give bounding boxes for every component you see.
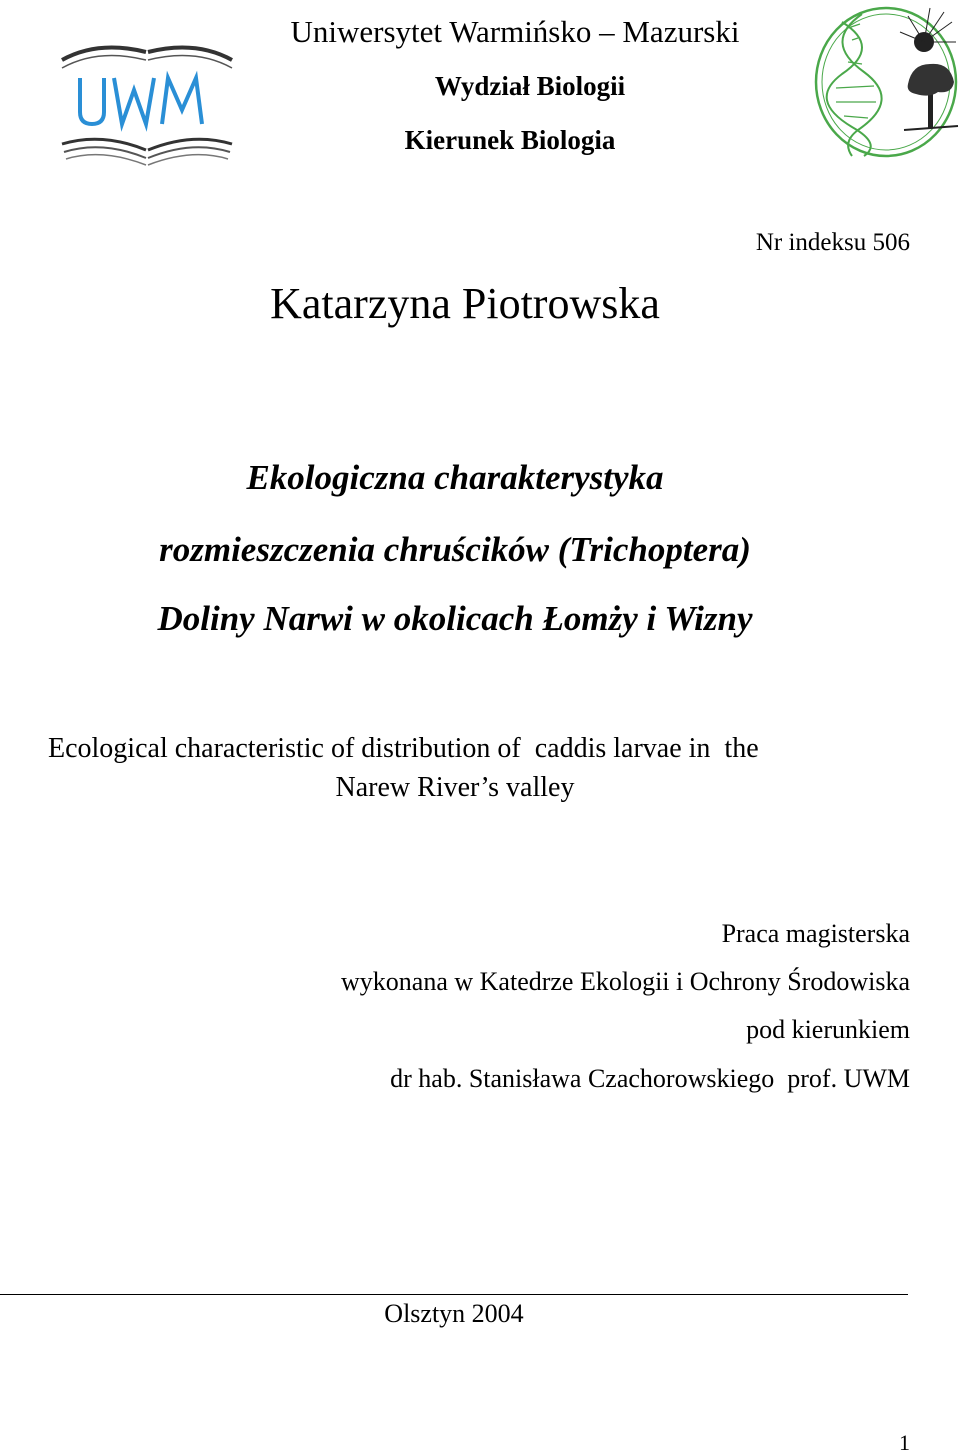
university-name: Uniwersytet Warmińsko – Mazurski [290,14,740,49]
index-number: Nr indeksu 506 [755,229,910,256]
thesis-department: wykonana w Katedrze Ekologii i Ochrony Środowiska [341,967,910,996]
thesis-title-pl-line: Ekologiczna charakterystyka [246,458,664,497]
footer-divider [0,1294,908,1295]
thesis-supervisor: dr hab. Stanisława Czachorowskiego prof. UWM [390,1064,910,1093]
thesis-title-en-line: Narew River’s valley [335,772,575,803]
page-number: 1 [899,1430,910,1455]
thesis-title-pl-line: rozmieszczenia chruścików (Trichoptera) [159,530,751,569]
thesis-supervision-label: pod kierunkiem [746,1015,910,1044]
author-name: Katarzyna Piotrowska [270,279,660,328]
uwm-logo [58,38,236,166]
thesis-title-pl-line: Doliny Narwi w okolicach Łomży i Wizny [157,599,753,638]
thesis-title-en-line: Ecological characteristic of distribution of caddis larvae in the [48,733,759,764]
thesis-type: Praca magisterska [721,919,910,948]
place-and-year: Olsztyn 2004 [384,1299,524,1328]
faculty-name: Wydział Biologii [434,71,626,101]
biology-faculty-logo [812,2,960,160]
field-of-study: Kierunek Biologia [404,125,616,155]
